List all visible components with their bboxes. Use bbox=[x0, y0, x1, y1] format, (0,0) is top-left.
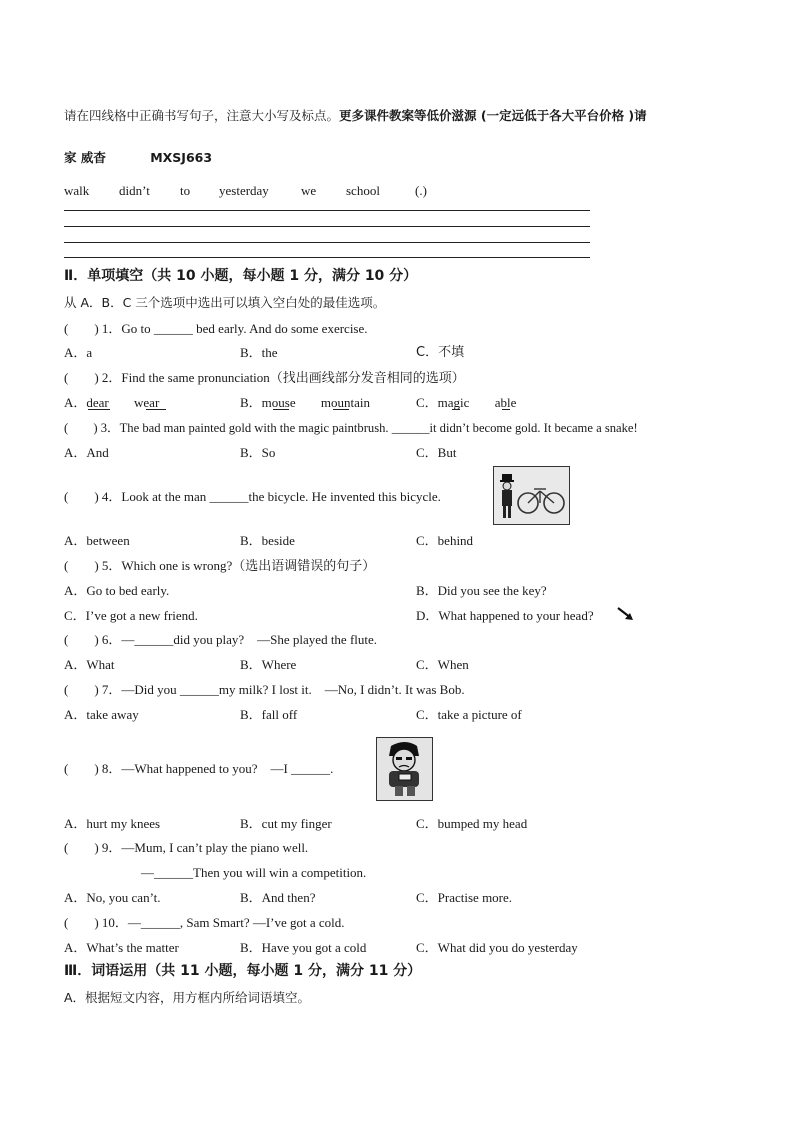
word-item: we bbox=[301, 183, 317, 198]
q1-option-c[interactable]: C．不填 bbox=[416, 345, 465, 360]
underline-mark bbox=[273, 409, 289, 410]
intro-line-2 bbox=[64, 150, 212, 166]
word-item: to bbox=[180, 183, 191, 198]
boy-hurt-picture bbox=[376, 737, 433, 801]
question-2-stem-text: ( ) 2．Find the same pronunciation（找出画线部分发音相同的选项） bbox=[64, 370, 465, 385]
q4-option-c[interactable]: C．behind bbox=[416, 533, 474, 548]
falling-intonation-arrow-icon bbox=[616, 605, 636, 623]
man-with-bicycle-icon bbox=[494, 467, 569, 524]
intro-line2-b: MXSJ663 bbox=[150, 150, 213, 165]
intro-line bbox=[64, 108, 647, 124]
q10-option-c[interactable]: C．What did you do yesterday bbox=[416, 940, 578, 955]
q7-option-b[interactable]: B．fall off bbox=[240, 707, 298, 722]
q1-option-a[interactable]: A．a bbox=[64, 345, 93, 360]
question-5-stem: ( ) 5．Which one is wrong?（选出语调错误的句子） bbox=[64, 558, 376, 573]
q2-option-a[interactable] bbox=[64, 395, 159, 411]
intro-bold-text: 更多课件教案等低价滋源 (一定远低于各大平台价格 )请 bbox=[339, 108, 647, 123]
q6-option-a[interactable]: A．What bbox=[64, 657, 115, 672]
q8-option-c[interactable]: C．bumped my head bbox=[416, 816, 528, 831]
question-8-stem: ( ) 8．—What happened to you? —I ______. bbox=[64, 761, 334, 776]
section-2-title: Ⅱ．单项填空（共 10 小题，每小题 1 分，满分 10 分） bbox=[64, 268, 418, 284]
question-6-stem: ( ) 6．—______did you play? —She played the flute. bbox=[64, 632, 378, 647]
question-9-stem: ( ) 9．—Mum, I can’t play the piano well. bbox=[64, 840, 309, 855]
intro-text: 请在四线格中正确书写句子，注意大小写及标点。 bbox=[64, 108, 340, 123]
q10-option-a[interactable]: A．What’s the matter bbox=[64, 940, 179, 955]
q9-option-b[interactable]: B．And then? bbox=[240, 890, 316, 905]
q5-option-d[interactable]: D．What happened to your head? bbox=[416, 608, 594, 623]
word-item: yesterday bbox=[219, 183, 269, 198]
underline-mark bbox=[452, 409, 460, 410]
question-4-stem: ( ) 4．Look at the man ______the bicycle. He invented this bicycle. bbox=[64, 489, 441, 504]
q2-option-a-word1: A．dear bbox=[64, 395, 109, 410]
q5-option-b[interactable]: B．Did you see the key? bbox=[416, 583, 547, 598]
q3-option-b[interactable]: B．So bbox=[240, 445, 276, 460]
q4-option-a[interactable]: A．between bbox=[64, 533, 130, 548]
q2-option-c-word2: able bbox=[494, 395, 517, 410]
grid-line bbox=[64, 226, 590, 227]
question-10-stem: ( ) 10．—______, Sam Smart? —I’ve got a cold. bbox=[64, 915, 345, 930]
q6-option-c[interactable]: C．When bbox=[416, 657, 469, 672]
q2-option-c-word1: C．magic bbox=[416, 395, 470, 410]
grid-line bbox=[64, 242, 590, 243]
man-with-bicycle-picture bbox=[493, 466, 570, 525]
word-item: walk bbox=[64, 183, 90, 198]
section-2-instruction: 从 A．B．C 三个选项中选出可以填入空白处的最佳选项。 bbox=[64, 295, 386, 310]
q2-option-b-word1: B．mouse bbox=[240, 395, 296, 410]
q2-option-a-word2: wear bbox=[134, 395, 160, 410]
question-3-stem: ( ) 3．The bad man painted gold with the magic paintbrush. ______it didn’t become gold. It became a snake! bbox=[64, 421, 638, 435]
q7-option-c[interactable]: C．take a picture of bbox=[416, 707, 522, 722]
q5-option-a[interactable]: A．Go to bed early. bbox=[64, 583, 170, 598]
intro-line2-a: 家 威杳 bbox=[64, 150, 106, 165]
q5-option-c[interactable]: C．I’ve got a new friend. bbox=[64, 608, 198, 623]
underline-mark bbox=[333, 409, 349, 410]
q2-option-b-word2: mountain bbox=[320, 395, 370, 410]
q4-option-b[interactable]: B．beside bbox=[240, 533, 295, 548]
q1-option-b[interactable]: B．the bbox=[240, 345, 278, 360]
q9-option-a[interactable]: A．No, you can’t. bbox=[64, 890, 161, 905]
q6-option-b[interactable]: B．Where bbox=[240, 657, 297, 672]
q8-option-b[interactable]: B．cut my finger bbox=[240, 816, 332, 831]
q10-option-b[interactable]: B．Have you got a cold bbox=[240, 940, 367, 955]
word-item: school bbox=[346, 183, 380, 198]
question-7-stem: ( ) 7．—Did you ______my milk? I lost it. —No, I didn’t. It was Bob. bbox=[64, 682, 465, 697]
question-9-stem-2: —______Then you will win a competition. bbox=[141, 865, 367, 880]
word-item: (.) bbox=[415, 183, 427, 198]
q8-option-a[interactable]: A．hurt my knees bbox=[64, 816, 161, 831]
q3-option-a[interactable]: A．And bbox=[64, 445, 109, 460]
question-1-stem: ( ) 1．Go to ______ bed early. And do some exercise. bbox=[64, 321, 368, 336]
section-3-instruction: A．根据短文内容，用方框内所给词语填空。 bbox=[64, 990, 311, 1005]
question-2-stem bbox=[64, 370, 465, 386]
underline-mark bbox=[146, 409, 166, 410]
grid-line bbox=[64, 210, 590, 211]
underline-mark bbox=[502, 409, 510, 410]
section-3-title: Ⅲ．词语运用（共 11 小题，每小题 1 分，满分 11 分） bbox=[64, 963, 422, 979]
boy-hurt-icon bbox=[377, 738, 432, 800]
q3-option-c[interactable]: C．But bbox=[416, 445, 457, 460]
q7-option-a[interactable]: A．take away bbox=[64, 707, 139, 722]
grid-line bbox=[64, 257, 590, 258]
q9-option-c[interactable]: C．Practise more. bbox=[416, 890, 513, 905]
word-item: didn’t bbox=[119, 183, 150, 198]
q2-option-b[interactable] bbox=[240, 395, 370, 411]
underline-mark bbox=[88, 409, 110, 410]
